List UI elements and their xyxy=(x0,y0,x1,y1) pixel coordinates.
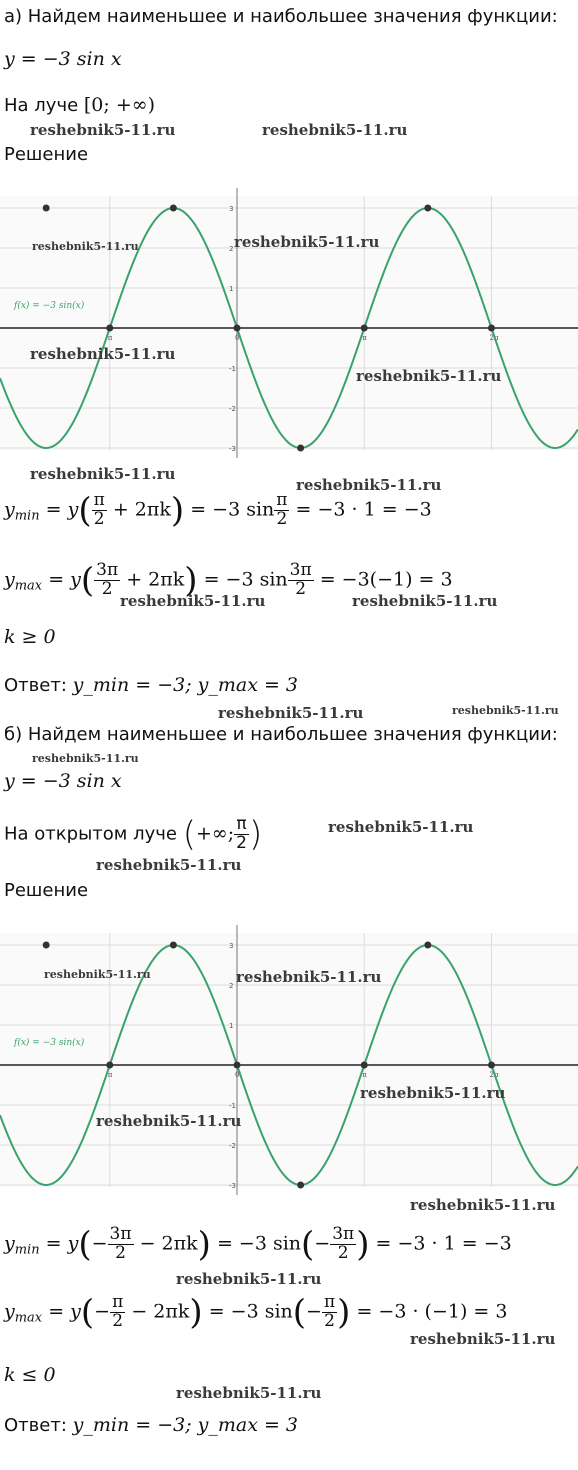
watermark: reshebnik5-11.ru xyxy=(120,592,266,610)
y-tick-label: -1 xyxy=(229,1102,236,1110)
y-tick-label: 1 xyxy=(229,285,234,293)
watermark: reshebnik5-11.ru xyxy=(30,345,176,363)
x-tick-label: π xyxy=(107,334,113,342)
data-point xyxy=(43,942,50,949)
legend-label: f(x) = −3 sin(x) xyxy=(14,1038,85,1048)
part-a-heading: а) Найдем наименьшее и наибольшее значения функции: xyxy=(4,6,558,27)
watermark: reshebnik5-11.ru xyxy=(360,1084,506,1102)
x-tick-label: 2π xyxy=(489,334,499,342)
data-point xyxy=(488,325,495,332)
y-tick-label: 3 xyxy=(229,942,234,950)
part-a-answer-label: Ответ: xyxy=(4,675,67,696)
y-tick-label: 3 xyxy=(229,205,234,213)
part-b-function: y = −3 sin x xyxy=(4,770,122,792)
data-point xyxy=(234,1062,241,1069)
y-tick-label: -1 xyxy=(229,365,236,373)
part-a-solution-label: Решение xyxy=(4,144,89,165)
watermark: reshebnik5-11.ru xyxy=(96,856,242,874)
part-a-interval-line xyxy=(4,94,155,116)
watermark: reshebnik5-11.ru xyxy=(32,240,139,253)
data-point xyxy=(170,942,177,949)
watermark: reshebnik5-11.ru xyxy=(262,121,408,139)
data-point xyxy=(170,205,177,212)
x-tick-label: 0 xyxy=(235,334,240,342)
part-b-solution-label: Решение xyxy=(4,880,89,901)
part-b-answer xyxy=(4,1414,298,1436)
legend-label: f(x) = −3 sin(x) xyxy=(14,301,85,311)
x-tick-label: π xyxy=(362,334,367,342)
y-tick-label: -2 xyxy=(229,405,236,413)
data-point xyxy=(488,1062,495,1069)
part-a-answer-value: y_min = −3; y_max = 3 xyxy=(72,674,299,696)
part-b-ymin: $y_{min} = y(-$ $\frac{3\pi}{2}$ − 2πk) = −3 sin(− $\frac{3\pi}{2}$ ) = −3 · 1 = −3 xyxy=(4,1224,512,1265)
part-a-ymin: $y_{min} = y$( $\frac{\pi}{2}$ + 2πk) = −3 sin $\frac{\pi}{2}$ = −3 · 1 = −3 xyxy=(4,490,432,531)
y-tick-label: 2 xyxy=(229,245,234,253)
data-point xyxy=(361,325,368,332)
part-b-ymax: $y_{max} = y(-$ $\frac{\pi}{2}$ − 2πk) = −3 sin(− $\frac{\pi}{2}$ ) = −3 · (−1) = 3 xyxy=(4,1292,508,1333)
x-tick-label: π xyxy=(362,1071,367,1079)
watermark: reshebnik5-11.ru xyxy=(176,1384,322,1402)
x-tick-label: π xyxy=(107,1071,113,1079)
chart-a xyxy=(0,188,578,458)
watermark: reshebnik5-11.ru xyxy=(30,465,176,483)
watermark: reshebnik5-11.ru xyxy=(30,121,176,139)
watermark: reshebnik5-11.ru xyxy=(236,968,382,986)
part-b-answer-label: Ответ: xyxy=(4,1415,67,1436)
chart-b xyxy=(0,925,578,1195)
y-tick-label: 2 xyxy=(229,982,234,990)
part-a-interval: [0; +∞) xyxy=(83,94,155,116)
part-a-answer xyxy=(4,674,298,696)
y-tick-label: -3 xyxy=(229,445,236,453)
watermark: reshebnik5-11.ru xyxy=(356,367,502,385)
part-b-answer-value: y_min = −3; y_max = 3 xyxy=(72,1414,299,1436)
part-a-interval-label: На луче xyxy=(4,95,79,116)
part-a-k-condition: k ≥ 0 xyxy=(4,626,56,648)
data-point xyxy=(297,1182,304,1189)
watermark: reshebnik5-11.ru xyxy=(176,1270,322,1288)
watermark: reshebnik5-11.ru xyxy=(32,752,139,765)
y-tick-label: -3 xyxy=(229,1182,236,1190)
watermark: reshebnik5-11.ru xyxy=(452,704,559,717)
part-b-heading: б) Найдем наименьшее и наибольшее значения функции: xyxy=(4,724,558,745)
part-a-ymax: $y_{max} = y$( $\frac{3\pi}{2}$ + 2πk) = −3 sin $\frac{3\pi}{2}$ = −3(−1) = 3 xyxy=(4,560,453,601)
part-b-interval-label: На открытом луче xyxy=(4,823,177,845)
part-b-k-condition: k ≤ 0 xyxy=(4,1364,56,1386)
part-b-interval-line: На открытом луче (+∞; $\frac{\pi}{2}$ ) xyxy=(4,814,263,855)
watermark: reshebnik5-11.ru xyxy=(44,968,151,981)
y-tick-label: -2 xyxy=(229,1142,236,1150)
data-point xyxy=(106,325,113,332)
y-tick-label: 1 xyxy=(229,1022,234,1030)
watermark: reshebnik5-11.ru xyxy=(352,592,498,610)
watermark: reshebnik5-11.ru xyxy=(96,1112,242,1130)
data-point xyxy=(361,1062,368,1069)
x-tick-label: 2π xyxy=(489,1071,499,1079)
data-point xyxy=(297,445,304,452)
watermark: reshebnik5-11.ru xyxy=(410,1196,556,1214)
watermark: reshebnik5-11.ru xyxy=(328,818,474,836)
watermark: reshebnik5-11.ru xyxy=(296,476,442,494)
data-point xyxy=(234,325,241,332)
part-a-function: y = −3 sin x xyxy=(4,48,122,70)
watermark: reshebnik5-11.ru xyxy=(410,1330,556,1348)
watermark: reshebnik5-11.ru xyxy=(218,704,364,722)
x-tick-label: 0 xyxy=(235,1071,240,1079)
data-point xyxy=(424,205,431,212)
data-point xyxy=(424,942,431,949)
watermark: reshebnik5-11.ru xyxy=(234,233,380,251)
data-point xyxy=(43,205,50,212)
data-point xyxy=(106,1062,113,1069)
